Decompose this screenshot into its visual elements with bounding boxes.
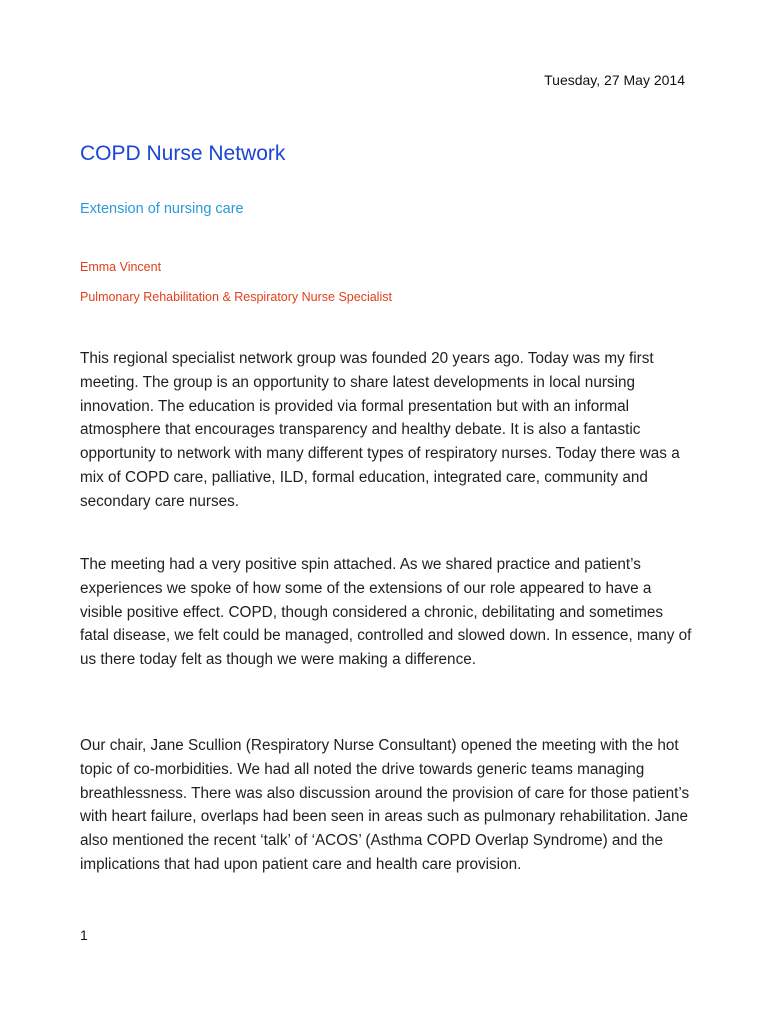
body-paragraph-1: This regional specialist network group was founded 20 years ago. Today was my first meeting. The group is an opportunity to share latest developments in local nursing innovation. The education is provided via formal presentation but with an informal atmosphere that encourages transparency and healthy debate. It is also a fantastic opportunity to network with many different types of respiratory nurses. Today there was a mix of COPD care, palliative, ILD, formal education, integrated care, community and secondary care nurses.: [80, 350, 680, 510]
document-subtitle: Extension of nursing care: [80, 201, 244, 217]
document-title: COPD Nurse Network: [80, 142, 286, 165]
author-name: Emma Vincent: [80, 260, 162, 274]
author-role: Pulmonary Rehabilitation & Respiratory Nurse Specialist: [80, 290, 392, 304]
body-paragraph-2: The meeting had a very positive spin attached. As we shared practice and patient’s experiences we spoke of how some of the extensions of our role appeared to have a visible positive effect. COPD, though considered a chronic, debilitating and sometimes fatal disease, we felt could be managed, controlled and slowed down. In essence, many of us there today felt as though we were making a difference.: [80, 556, 692, 669]
document-date: Tuesday, 27 May 2014: [544, 72, 685, 88]
body-paragraph-3: Our chair, Jane Scullion (Respiratory Nurse Consultant) opened the meeting with the hot topic of co-morbidities. We had all noted the drive towards generic teams managing breathlessness. There was also discussion around the provision of care for those patient’s with heart failure, overlaps had been seen in areas such as pulmonary rehabilitation. Jane also mentioned the recent ‘talk’ of ‘ACOS’ (Asthma COPD Overlap Syndrome) and the implications that had upon patient care and health care provision.: [80, 737, 690, 873]
page-number: 1: [80, 927, 88, 943]
